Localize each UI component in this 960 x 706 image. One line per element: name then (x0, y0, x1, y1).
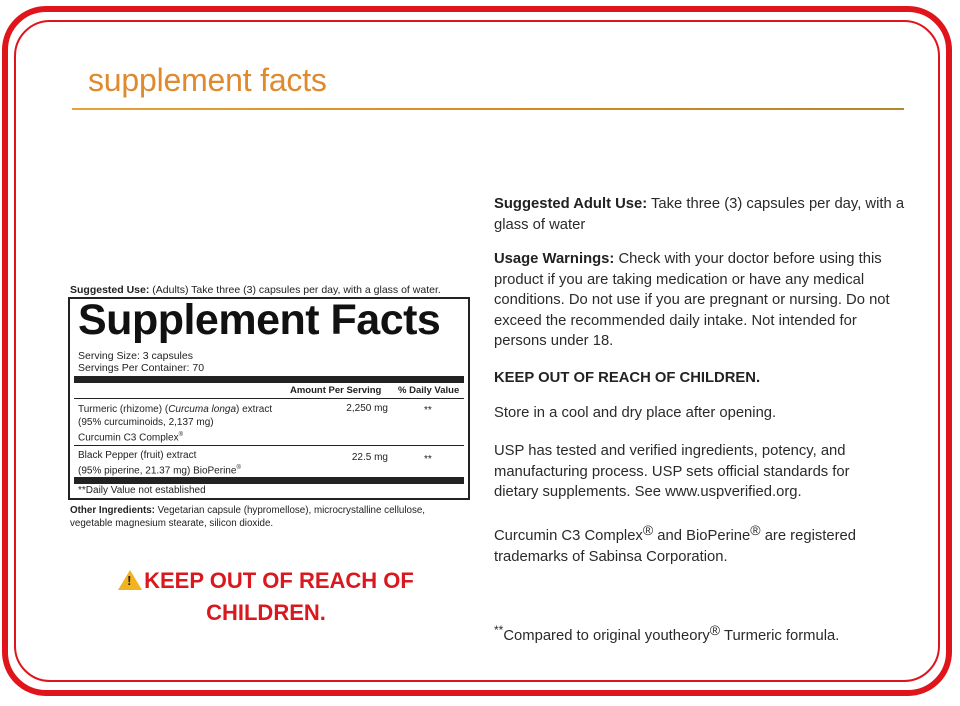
keep-out-notice (494, 368, 914, 389)
trademark-statement (494, 520, 904, 567)
turmeric-line1-post: ) extract (236, 404, 273, 415)
turmeric-line2: (95% curcuminoids, 2,137 mg) (78, 417, 214, 428)
registered-mark: ® (642, 522, 654, 538)
comparison-footnote (494, 620, 914, 647)
servings-per-container: Servings Per Container: 70 (78, 362, 205, 374)
usage-warnings (494, 249, 904, 352)
black-pepper-line1: Black Pepper (fruit) extract (78, 450, 197, 461)
registered-mark: ® (236, 465, 241, 471)
registered-mark: ® (178, 432, 184, 438)
black-pepper-amount: 22.5 mg (351, 452, 388, 463)
turmeric-line3: Curcumin C3 Complex (78, 432, 179, 444)
warning-triangle-icon (118, 570, 142, 590)
other-ingredients (70, 504, 460, 530)
keep-out-notice-text: KEEP OUT OF REACH OF CHILDREN. (494, 370, 761, 386)
thick-divider (74, 376, 464, 383)
keep-out-line2: CHILDREN. (206, 600, 326, 625)
black-pepper-line2: (95% piperine, 21.37 mg) BioPerine (78, 465, 237, 477)
other-ingredients-label: Other Ingredients: (70, 505, 155, 516)
label-suggested-use-heading: Suggested Use: (70, 284, 150, 296)
daily-value-footnote: **Daily Value not established (78, 485, 206, 496)
ingredient-turmeric (78, 403, 318, 444)
footnote-stars: ** (494, 623, 504, 637)
trademark-part1: Curcumin C3 Complex (494, 528, 643, 544)
keep-out-line1: KEEP OUT OF REACH OF (144, 568, 414, 593)
usage-warnings-label: Usage Warnings: (494, 251, 615, 267)
keep-out-warning-large (66, 565, 466, 629)
turmeric-latin-name: Curcuma longa (168, 404, 236, 415)
serving-size: Serving Size: 3 capsules (78, 350, 193, 362)
suggested-adult-use (494, 194, 914, 235)
thick-divider (74, 477, 464, 484)
comparison-part2: Turmeric formula. (720, 628, 840, 644)
trademark-part3: are registered trademarks of Sabinsa Corporation. (494, 528, 856, 565)
usp-statement: USP has tested and verified ingredients, potency, and manufacturing process. USP sets official standards for dietary supplements. See www.uspverified.org. (494, 443, 850, 500)
supplement-facts-panel (68, 297, 470, 500)
turmeric-amount: 2,250 mg (346, 403, 388, 414)
divider (74, 398, 464, 399)
warning-icon-glyph: ! (127, 573, 132, 588)
comparison-part1: Compared to original youtheory (503, 628, 710, 644)
registered-mark: ® (750, 522, 761, 538)
trademark-part2: and BioPerine (653, 528, 751, 544)
adult-use-label: Suggested Adult Use: (494, 196, 648, 212)
header-divider (72, 108, 904, 110)
registered-mark: ® (709, 622, 721, 638)
usage-warnings-text: Check with your doctor before using this product if you are taking medication or have any medical conditions. Do not use if you are pregnant or nursing. Do not exceed the recommended daily intake. Not intended for persons under 18. (494, 251, 890, 349)
turmeric-line1-pre: Turmeric (rhizome) ( (78, 404, 169, 415)
other-ingredients-text: Vegetarian capsule (hypromellose), microcrystalline cellulose, vegetable magnesium stearate, silicon dioxide. (70, 505, 426, 529)
black-pepper-daily-value: ** (424, 454, 432, 465)
page-title: supplement facts (88, 62, 327, 98)
adult-use-text: Take three (3) capsules per day, with a glass of water (494, 196, 905, 233)
supplement-facts-title: Supplement Facts (78, 296, 441, 344)
label-suggested-use (70, 284, 470, 296)
turmeric-daily-value: ** (424, 405, 432, 416)
col-header-daily-value: % Daily Value (398, 385, 460, 396)
label-suggested-use-text: (Adults) Take three (3) capsules per day, with a glass of water. (152, 284, 441, 296)
ingredient-black-pepper (78, 449, 318, 477)
storage-instructions: Store in a cool and dry place after opening. (494, 405, 777, 421)
divider (74, 445, 464, 446)
col-header-amount: Amount Per Serving (290, 385, 382, 396)
